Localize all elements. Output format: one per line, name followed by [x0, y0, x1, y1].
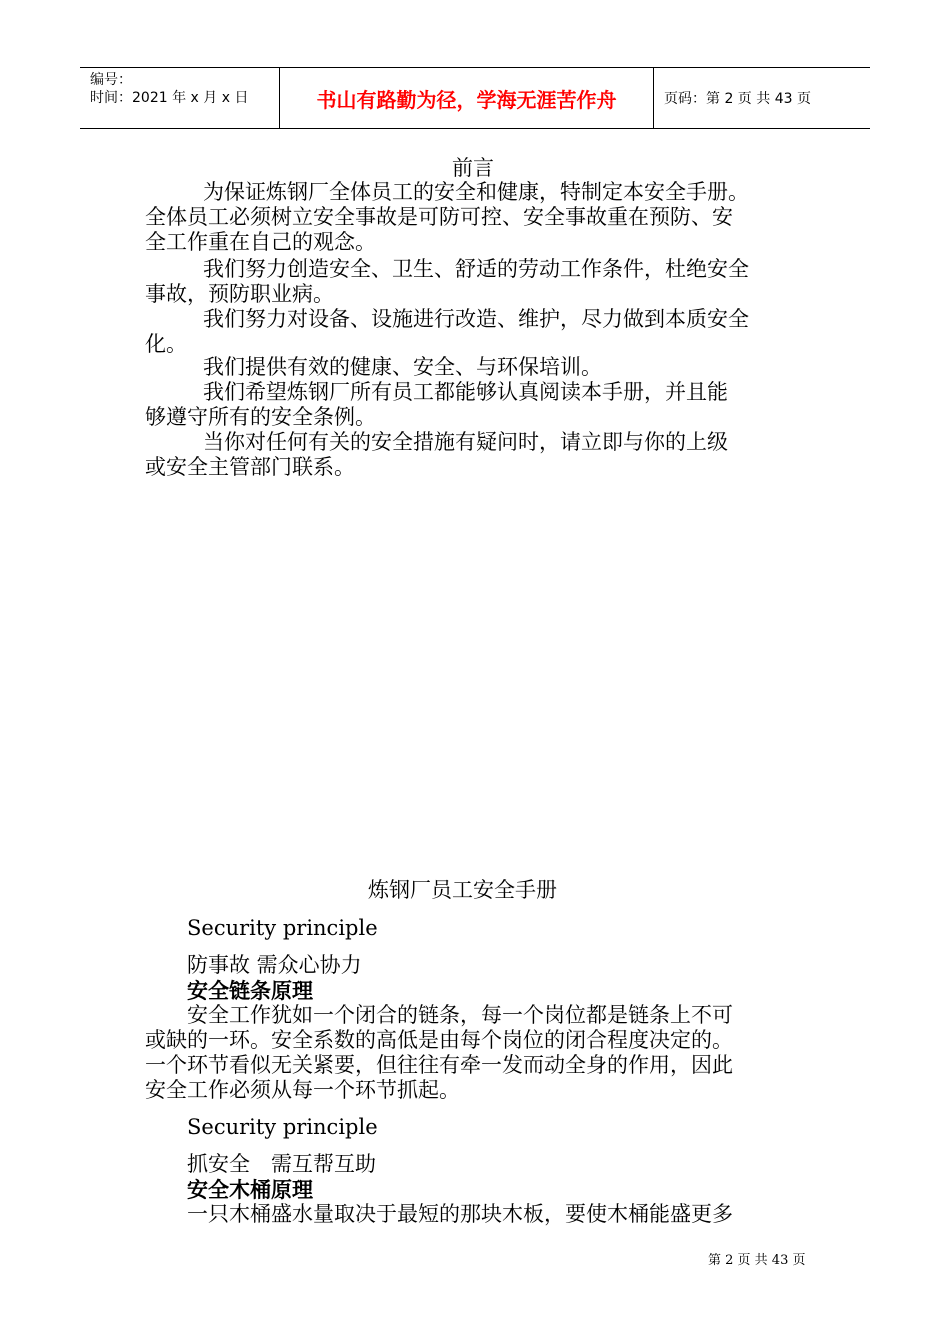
preface-line: 全体员工必须树立安全事故是可防可控、安全事故重在预防、安: [145, 205, 733, 229]
header-motto: 书山有路勤为径，学海无涯苦作舟: [280, 68, 654, 128]
preface-title: 前言: [452, 156, 494, 180]
preface-line: 全工作重在自己的观念。: [145, 230, 376, 254]
preface-line: 化。: [145, 332, 187, 356]
section-heading: 安全链条原理: [187, 978, 313, 1003]
page-header: [80, 67, 870, 129]
preface-line: 我们希望炼钢厂所有员工都能够认真阅读本手册，并且能: [203, 380, 728, 404]
header-meta: [80, 68, 280, 128]
document-number: 编号：: [90, 72, 132, 88]
section-line: 安全工作必须从每一个环节抓起。: [145, 1078, 460, 1102]
manual-title: 炼钢厂员工安全手册: [368, 878, 557, 902]
section-english-heading: Security principle: [187, 916, 378, 940]
preface-line: 我们努力对设备、设施进行改造、维护，尽力做到本质安全: [203, 307, 749, 331]
preface-line: 够遵守所有的安全条例。: [145, 405, 376, 429]
page-footer: 第 2 页 共 43 页: [708, 1253, 806, 1268]
section-slogan: 抓安全 需互帮互助: [187, 1152, 376, 1176]
section-slogan: 防事故 需众心协力: [187, 953, 362, 977]
preface-line: 我们提供有效的健康、安全、与环保培训。: [203, 355, 602, 379]
preface-line: 事故，预防职业病。: [145, 282, 334, 306]
section-line: 一只木桶盛水量取决于最短的那块木板，要使木桶能盛更多: [187, 1202, 733, 1226]
section-line: 一个环节看似无关紧要，但往往有牵一发而动全身的作用，因此: [145, 1053, 733, 1077]
header-page-number: 页码：第 2 页 共 43 页: [664, 91, 811, 107]
document-date: 时间：2021 年 x 月 x 日: [90, 90, 249, 106]
section-heading: 安全木桶原理: [187, 1177, 313, 1202]
preface-line: 当你对任何有关的安全措施有疑问时，请立即与你的上级: [203, 430, 728, 454]
preface-line: 为保证炼钢厂全体员工的安全和健康，特制定本安全手册。: [203, 180, 749, 204]
preface-line: 我们努力创造安全、卫生、舒适的劳动工作条件，杜绝安全: [203, 257, 749, 281]
preface-line: 或安全主管部门联系。: [145, 455, 355, 479]
section-english-heading: Security principle: [187, 1115, 378, 1139]
section-line: 或缺的一环。安全系数的高低是由每个岗位的闭合程度决定的。: [145, 1028, 733, 1052]
section-line: 安全工作犹如一个闭合的链条，每一个岗位都是链条上不可: [187, 1003, 733, 1027]
